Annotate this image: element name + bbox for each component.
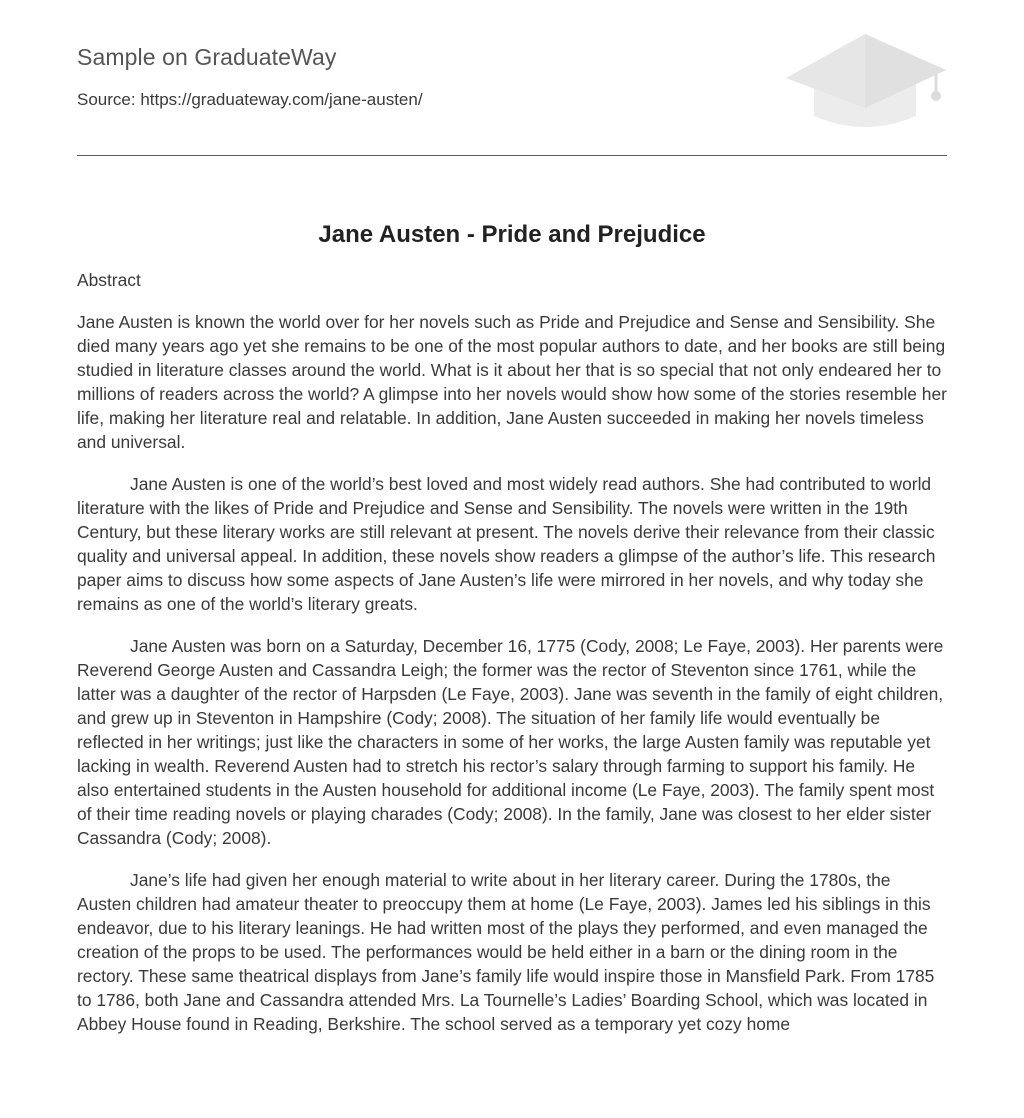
graduation-cap-icon [782,30,948,134]
paragraph: Jane Austen is one of the world’s best loved and most widely read authors. She had contributed to world literature with the likes of Pride and Prejudice and Sense and Sensibility. The novels were written in the 19th Century, but these literary works are still relevant at present. The novels derive their relevance from their classic quality and universal appeal. In addition, these novels show readers a glimpse of the author’s life. This research paper aims to discuss how some aspects of Jane Austen’s life were mirrored in her novels, and why today she remains as one of the world’s literary greats. [77,474,936,614]
source-line [77,90,423,110]
article-body [77,268,947,1054]
source-link[interactable]: https://graduateway.com/jane-austen/ [140,90,423,109]
source-label: Source: [77,90,136,109]
article-title: Jane Austen - Pride and Prejudice [318,221,706,249]
paragraph: Jane’s life had given her enough material to write about in her literary career. During the 1780s, the Austen children had amateur theater to preoccupy them at home (Le Faye, 2003). James led his siblings in this endeavor, due to his literary leanings. He had written most of the plays they performed, and even managed the creation of the props to be used. The performances would be held either in a barn or the dining room in the rectory. These same theatrical displays from Jane’s family life would inspire those in Mansfield Park. From 1785 to 1786, both Jane and Cassandra attended Mrs. La Tournelle’s Ladies’ Boarding School, which was located in Abbey House found in Reading, Berkshire. The school served as a temporary yet cozy home [77,870,935,1034]
paragraph: Jane Austen was born on a Saturday, December 16, 1775 (Cody, 2008; Le Faye, 2003). Her parents were Reverend George Austen and Cassandra Leigh; the former was the rector of Steventon since 1761, while the latter was a daughter of the rector of Harpsden (Le Faye, 2003). Jane was seventh in the family of eight children, and grew up in Steventon in Hampshire (Cody; 2008). The situation of her family life would eventually be reflected in her writings; just like the characters in some of her works, the large Austen family was reputable yet lacking in wealth. Reverend Austen had to stretch his rector’s salary through farming to support his family. He also entertained students in the Austen household for additional income (Le Faye, 2003). The family spent most of their time reading novels or playing charades (Cody; 2008). In the family, Jane was closest to her elder sister Cassandra (Cody; 2008). [77,636,944,848]
paragraph-abstract: Jane Austen is known the world over for her novels such as Pride and Prejudice and Sense and Sensibility. She died many years ago yet she remains to be one of the most popular authors to date, and her books are still being studied in literature classes around the world. What is it about her that is so special that not only endeared her to millions of readers across the world? A glimpse into her novels would show how some of the stories resemble her life, making her literature real and relatable. In addition, Jane Austen succeeded in making her novels timeless and universal. [77,312,947,452]
abstract-heading: Abstract [77,270,141,290]
header-divider [77,155,947,156]
site-brand: Sample on GraduateWay [77,44,337,70]
